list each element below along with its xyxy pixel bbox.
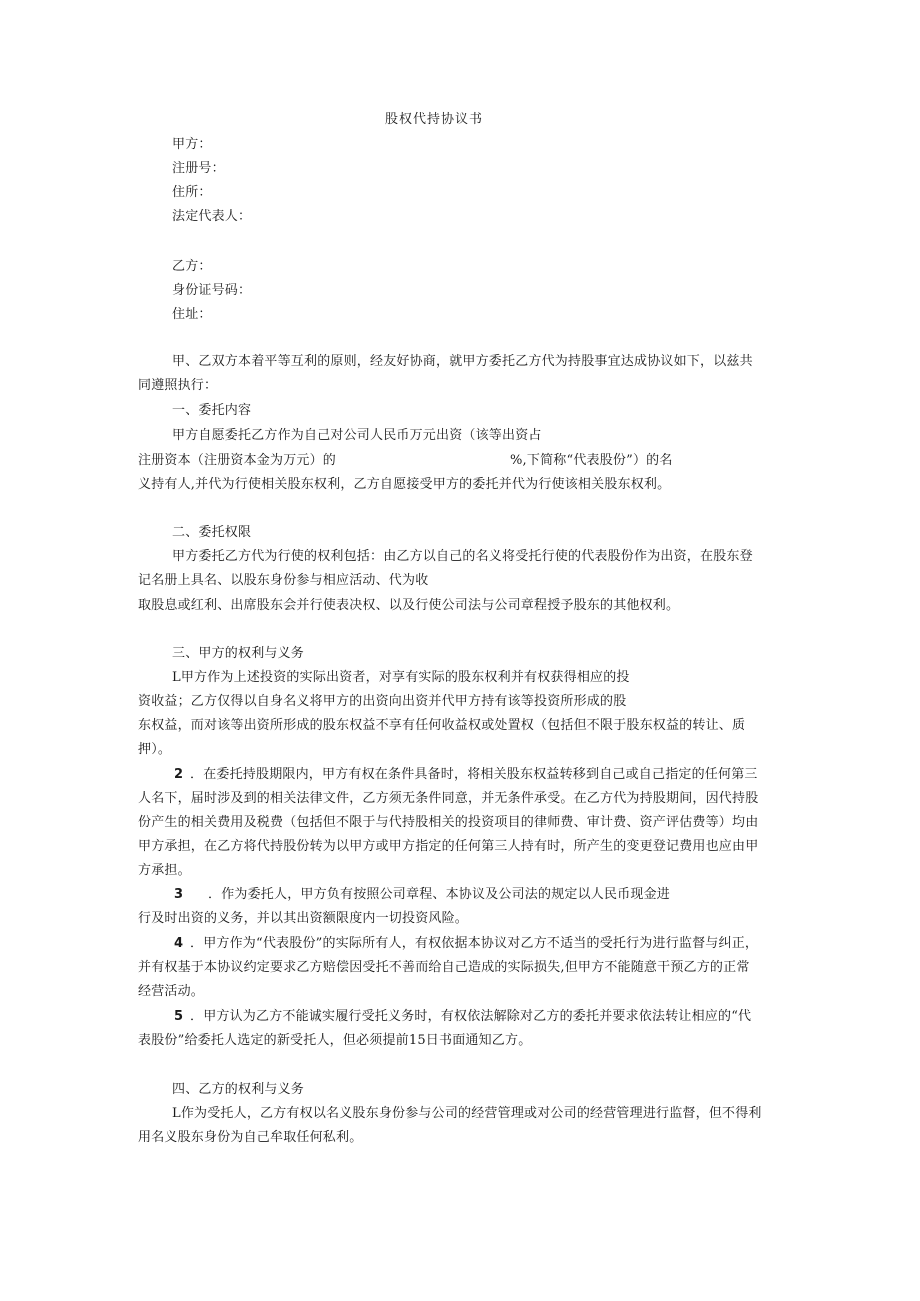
section3-item3-line1: ．作为委托人，甲方负有按照公司章程、本协议及公司法的规定以人民币现金进: [208, 887, 671, 902]
section3-item1-line3: 东权益，而对该等出资所形成的股东权益不享有任何收益权或处置权（包括但不限于股东权益的转让、质: [138, 718, 746, 733]
section3-item5-line2: 表股份”给委托人选定的新受托人，但必须提前15日书面通知乙方。: [138, 1033, 532, 1048]
section3-item4-line3: 经营活动。: [138, 984, 205, 999]
section3-item1-line1: L甲方作为上述投资的实际出资者，对享有实际的股东权利并有权获得相应的投: [172, 670, 630, 685]
document-title: 股权代持协议书: [385, 112, 484, 127]
party-a-address: 住所：: [172, 185, 212, 200]
section3-heading: 三、甲方的权利与义务: [172, 646, 305, 661]
section3-item2-line3: 份产生的相关费用及税费（包括但不限于与代持股相关的投资项目的律师费、审计费、资产评估费等）均由: [138, 815, 759, 830]
section2-heading: 二、委托权限: [172, 525, 252, 540]
party-b-id-no: 身份证号码：: [172, 283, 252, 298]
section2-line1: 甲方委托乙方代为行使的权利包括：由乙方以自己的名义将受托行使的代表股份作为出资，在股东登: [172, 549, 753, 564]
party-a-label: 甲方：: [172, 137, 212, 152]
section3-item4-line2: 并有权基于本协议约定要求乙方赔偿因受托不善而给自己造成的实际损失,但甲方不能随意干预乙方的正常: [138, 960, 750, 975]
section3-item2-line4: 甲方承担，在乙方将代持股份转为以甲方或甲方指定的任何第三人持有时，所产生的变更登记费用也应由甲: [138, 839, 759, 854]
party-a-legal-rep: 法定代表人：: [172, 209, 252, 224]
party-b-label: 乙方：: [172, 259, 212, 274]
section2-line3: 取股息或红利、出席股东会并行使表决权、以及行使公司法与公司章程授予股东的其他权利。: [138, 598, 680, 613]
section3-item5-number: 5: [174, 1009, 184, 1024]
section4-item1-line1: L作为受托人，乙方有权以名义股东身份参与公司的经营管理或对公司的经营管理进行监督，但不得利: [172, 1106, 762, 1121]
section3-item2-line2: 人名下，届时涉及到的相关法律文件，乙方须无条件同意，并无条件承受。在乙方代为持股期间，因代持股: [138, 791, 759, 806]
section3-item2-line1: ．在委托持股期限内，甲方有权在条件具备时，将相关股东权益转移到自己或自己指定的任何第三: [190, 767, 758, 782]
section2-line2: 记名册上具名、以股东身份参与相应活动、代为收: [138, 573, 429, 588]
section3-item5-line1: ．甲方认为乙方不能诚实履行受托义务时，有权依法解除对乙方的委托并要求依法转让相应的“代: [190, 1009, 752, 1024]
section3-item1-line2: 资收益；乙方仅得以自身名义将甲方的出资向出资并代甲方持有该等投资所形成的股: [138, 694, 627, 709]
section3-item3-number: 3: [174, 887, 184, 902]
section4-item1-line2: 用名义股东身份为自己牟取任何私利。: [138, 1130, 363, 1145]
section1-line3: 义持有人,并代为行使相关股东权利，乙方自愿接受甲方的委托并代为行使该相关股东权利。: [138, 477, 671, 492]
section1-line2a: 注册资本（注册资本金为万元）的: [138, 453, 337, 468]
section1-line1: 甲方自愿委托乙方作为自己对公司人民币万元出资（该等出资占: [172, 428, 542, 443]
preamble-line1: 甲、乙双方本着平等互利的原则，经友好协商，就甲方委托乙方代为持股事宜达成协议如下，以兹共: [172, 354, 753, 369]
party-a-reg-no: 注册号：: [172, 161, 225, 176]
section3-item2-line5: 方承担。: [138, 863, 191, 878]
section3-item3-line2: 行及时出资的义务，并以其出资额限度内一切投资风险。: [138, 911, 469, 926]
section1-line2b: %,下简称“代表股份”）的名: [510, 453, 673, 468]
section3-item1-line4: 押）。: [138, 742, 172, 757]
party-b-address: 住址：: [172, 307, 212, 322]
section3-item2-number: 2: [174, 767, 184, 782]
section4-heading: 四、乙方的权利与义务: [172, 1082, 305, 1097]
section3-item4-number: 4: [174, 936, 184, 951]
section1-heading: 一、委托内容: [172, 403, 252, 418]
section3-item4-line1: ．甲方作为“代表股份”的实际所有人，有权依据本协议对乙方不适当的受托行为进行监督与纠正，: [190, 936, 759, 951]
preamble-line2: 同遵照执行：: [138, 378, 218, 393]
